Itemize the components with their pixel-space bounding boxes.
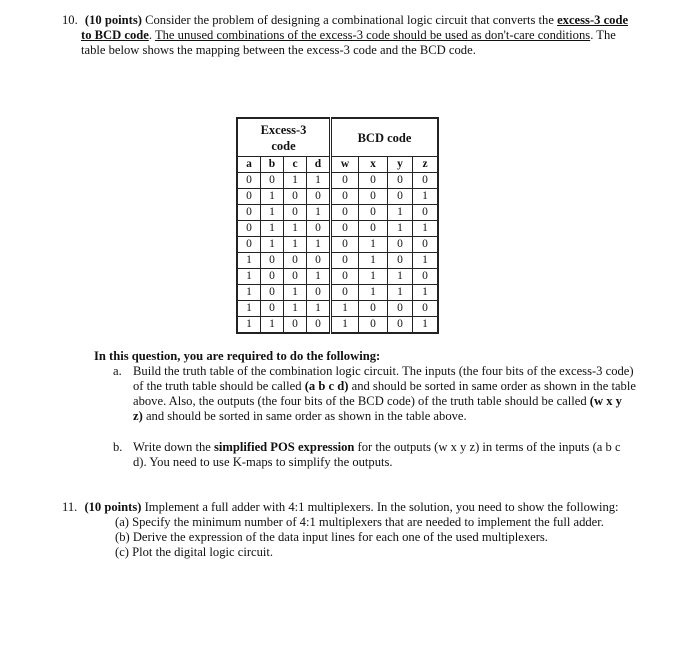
table-cell: 0 <box>413 205 439 221</box>
q11-points: (10 points) <box>84 500 142 514</box>
part-b-label: b. <box>113 440 123 454</box>
table-cell: 0 <box>388 317 413 334</box>
table-cell: 1 <box>284 237 307 253</box>
table-cell: 0 <box>388 237 413 253</box>
table-cell: 1 <box>237 301 261 317</box>
table-cell: 1 <box>284 173 307 189</box>
q10-underlined: The unused combinations of the excess-3 code should be used as don't-care conditions <box>154 28 591 42</box>
table-cell: 1 <box>413 189 439 205</box>
table-cell: 0 <box>284 205 307 221</box>
table-row <box>237 285 438 301</box>
q11-item-c: (c) Plot the digital logic circuit. <box>115 545 274 559</box>
table-cell: 1 <box>261 221 284 237</box>
table-cell: 0 <box>388 253 413 269</box>
q10-emphasis-2: to BCD code <box>81 28 149 42</box>
table-cell: 0 <box>284 189 307 205</box>
table-cell: 1 <box>413 317 439 334</box>
table-cell: 0 <box>413 301 439 317</box>
table-cell: 0 <box>359 189 388 205</box>
table-cell: 0 <box>237 189 261 205</box>
column-header-row <box>237 157 438 173</box>
table-row <box>237 221 438 237</box>
column-header-c: c <box>284 157 307 173</box>
q10-number: 10. <box>62 13 78 27</box>
table-cell: 0 <box>261 269 284 285</box>
part-b-line: d). You need to use K-maps to simplify the outputs. <box>133 455 393 469</box>
table-cell: 0 <box>307 317 331 334</box>
table-cell: 0 <box>307 221 331 237</box>
table-cell: 0 <box>388 301 413 317</box>
table-row <box>237 317 438 334</box>
table-cell: 1 <box>237 285 261 301</box>
excess3-header: Excess-3 code <box>237 118 331 157</box>
column-header-a: a <box>237 157 261 173</box>
table-cell: 1 <box>237 317 261 334</box>
q10-text: Consider the problem of designing a combinational logic circuit that converts the <box>141 13 558 27</box>
q10-points: (10 points) <box>84 13 142 27</box>
table-cell: 0 <box>237 237 261 253</box>
table-cell: 0 <box>331 221 359 237</box>
table-cell: 0 <box>237 205 261 221</box>
table-row <box>237 205 438 221</box>
table-cell: 0 <box>284 317 307 334</box>
q10-line-3: table below shows the mapping between the excess-3 code and the BCD code. <box>81 43 476 57</box>
table-cell: 1 <box>261 237 284 253</box>
table-cell: 1 <box>359 269 388 285</box>
table-cell: 0 <box>413 269 439 285</box>
q11-item-a: (a) Specify the minimum number of 4:1 multiplexers that are needed to implement the full adder. <box>115 515 604 529</box>
q10-line-1 <box>62 13 628 28</box>
table-cell: 1 <box>331 301 359 317</box>
table-cell: 0 <box>331 285 359 301</box>
table-cell: 0 <box>359 221 388 237</box>
table-cell: 0 <box>388 189 413 205</box>
table-cell: 0 <box>261 285 284 301</box>
table-cell: 1 <box>261 205 284 221</box>
table-row <box>237 253 438 269</box>
table-cell: 0 <box>307 285 331 301</box>
column-header-x: x <box>359 157 388 173</box>
table-row <box>237 173 438 189</box>
column-header-w: w <box>331 157 359 173</box>
table-cell: 0 <box>331 253 359 269</box>
table-cell: 0 <box>237 221 261 237</box>
part-a-line: z) and should be sorted in same order as shown in the table above. <box>133 409 467 423</box>
table-cell: 0 <box>331 189 359 205</box>
table-cell: 0 <box>307 189 331 205</box>
part-a-line: Build the truth table of the combination logic circuit. The inputs (the four bits of the excess-3 code) <box>133 364 634 378</box>
table-cell: 0 <box>284 253 307 269</box>
table-row <box>237 237 438 253</box>
q10-line-2 <box>81 28 616 43</box>
table-row <box>237 301 438 317</box>
table-cell: 0 <box>413 237 439 253</box>
table-cell: 1 <box>413 253 439 269</box>
table-cell: 0 <box>331 237 359 253</box>
instructions-heading: In this question, you are required to do the following: <box>94 349 381 363</box>
table-row <box>237 269 438 285</box>
table-cell: 0 <box>331 173 359 189</box>
table-cell: 1 <box>237 253 261 269</box>
q10-text: . <box>148 28 155 42</box>
table-cell: 0 <box>388 173 413 189</box>
table-cell: 1 <box>261 189 284 205</box>
table-cell: 1 <box>388 285 413 301</box>
table-cell: 1 <box>388 221 413 237</box>
table-cell: 1 <box>307 205 331 221</box>
q11-number: 11. <box>62 500 78 514</box>
table-cell: 1 <box>284 301 307 317</box>
table-cell: 0 <box>359 317 388 334</box>
column-header-d: d <box>307 157 331 173</box>
table-cell: 1 <box>359 253 388 269</box>
table-cell: 0 <box>261 173 284 189</box>
mapping-table <box>236 117 439 334</box>
part-b-line: Write down the simplified POS expression for the outputs (w x y z) in terms of the inputs (a b c <box>133 440 621 454</box>
table-cell: 0 <box>261 301 284 317</box>
table-cell: 1 <box>307 301 331 317</box>
part-a-line: above. Also, the outputs (the four bits of the BCD code) of the truth table should be called (w x y <box>133 394 622 408</box>
table-row <box>237 189 438 205</box>
column-header-z: z <box>413 157 439 173</box>
table-cell: 1 <box>284 285 307 301</box>
column-header-b: b <box>261 157 284 173</box>
table-cell: 1 <box>307 269 331 285</box>
table-cell: 0 <box>413 173 439 189</box>
table-cell: 1 <box>359 237 388 253</box>
table-cell: 0 <box>284 269 307 285</box>
table-cell: 1 <box>307 237 331 253</box>
bcd-header: BCD code <box>331 118 439 157</box>
table-cell: 1 <box>388 205 413 221</box>
table-cell: 1 <box>388 269 413 285</box>
table-cell: 0 <box>261 253 284 269</box>
table-cell: 0 <box>359 205 388 221</box>
part-a-line: of the truth table should be called (a b c d) and should be sorted in same order as shown in the table <box>133 379 636 393</box>
q11-item-b: (b) Derive the expression of the data input lines for each one of the used multiplexers. <box>115 530 548 544</box>
table-cell: 1 <box>331 317 359 334</box>
table-cell: 0 <box>331 269 359 285</box>
part-a-label: a. <box>113 364 122 378</box>
table-cell: 1 <box>413 221 439 237</box>
q10-text: . The <box>590 28 616 42</box>
table-cell: 1 <box>413 285 439 301</box>
table-cell: 0 <box>359 301 388 317</box>
q11-line-1: 11. (10 points) Implement a full adder with 4:1 multiplexers. In the solution, you need to show the following: <box>62 500 619 514</box>
table-cell: 1 <box>237 269 261 285</box>
table-cell: 1 <box>284 221 307 237</box>
q10-emphasis: excess-3 code <box>557 13 629 27</box>
table-cell: 1 <box>307 173 331 189</box>
table-cell: 1 <box>359 285 388 301</box>
table-cell: 0 <box>359 173 388 189</box>
table-cell: 1 <box>261 317 284 334</box>
table-cell: 0 <box>307 253 331 269</box>
table-cell: 0 <box>331 205 359 221</box>
column-header-y: y <box>388 157 413 173</box>
table-cell: 0 <box>237 173 261 189</box>
